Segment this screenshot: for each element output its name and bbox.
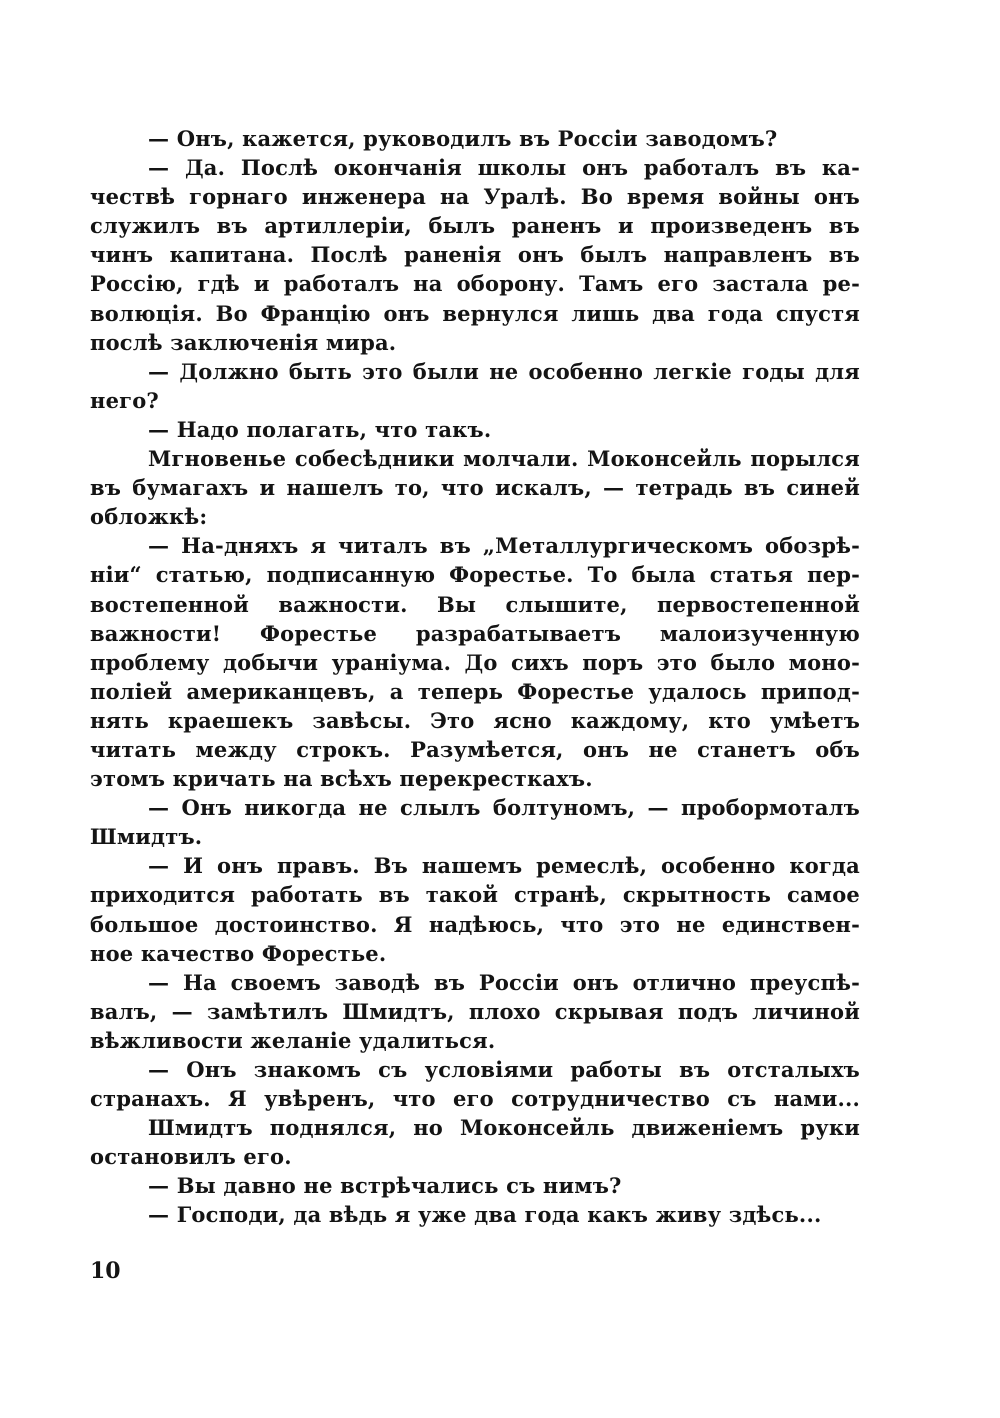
page-number: 10: [90, 1258, 121, 1284]
text-line: приходится работать въ такой странѣ, скрытность самое: [90, 882, 860, 908]
text-line: чествѣ горнаго инженера на Уралѣ. Во время войны онъ: [90, 184, 860, 210]
text-line: поліей американцевъ, а теперь Форестье удалось припод-: [90, 678, 860, 704]
text-line: — Онъ, кажется, руководилъ въ Россіи заводомъ?: [148, 126, 778, 151]
text-line: — Господи, да вѣдь я уже два года какъ живу здѣсь...: [148, 1202, 822, 1228]
text-line: Мгновенье собесѣдники молчали. Моконсейль порылся: [148, 446, 860, 472]
text-line: чинъ капитана. Послѣ раненія онъ былъ направленъ въ: [90, 242, 860, 268]
text-line: — Онъ знакомъ съ условіями работы въ отсталыхъ: [148, 1057, 860, 1082]
text-line: въ бумагахъ и нашелъ то, что искалъ, — тетрадь въ синей: [90, 475, 860, 501]
text-line: — Должно быть это были не особенно легкіе годы для: [148, 358, 860, 384]
text-line: Шмидтъ.: [90, 824, 203, 850]
text-line: — И онъ правъ. Въ нашемъ ремеслѣ, особенно когда: [148, 853, 860, 879]
text-line: послѣ заключенія мира.: [90, 329, 397, 355]
text-line: — На-дняхъ я читалъ въ „Металлургическомъ обозрѣ-: [148, 533, 860, 559]
text-line: обложкѣ:: [90, 504, 208, 530]
text-line: волюція. Во Францію онъ вернулся лишь два года спустя: [90, 300, 860, 326]
text-line: большое достоинство. Я надѣюсь, что это не единствен-: [90, 911, 860, 937]
text-line: — Да. Послѣ окончанія школы онъ работалъ въ ка-: [148, 155, 860, 181]
text-line: него?: [90, 387, 159, 413]
text-line: востепенной важности. Вы слышите, первостепенной: [90, 591, 860, 617]
text-line: нять краешекъ завѣсы. Это ясно каждому, кто умѣетъ: [90, 707, 860, 733]
text-line: ніи“ статью, подписанную Форестье. То была статья пер-: [90, 562, 860, 588]
text-line: — На своемъ заводѣ въ Россіи онъ отлично преуспѣ-: [148, 969, 860, 995]
text-line: служилъ въ артиллеріи, былъ раненъ и произведенъ въ: [90, 213, 860, 239]
text-line: вѣжливости желаніе удалиться.: [90, 1027, 496, 1053]
text-line: странахъ. Я увѣренъ, что его сотрудничество съ нами...: [90, 1086, 860, 1112]
text-line: Россію, гдѣ и работалъ на оборону. Тамъ его застала ре-: [90, 271, 860, 297]
text-line: — Онъ никогда не слылъ болтуномъ, — пробормоталъ: [148, 795, 860, 821]
text-line: — Вы давно не встрѣчались съ нимъ?: [148, 1173, 622, 1199]
text-line: валъ, — замѣтилъ Шмидтъ, плохо скрывая подъ личиной: [90, 998, 860, 1024]
text-line: проблему добычи ураніума. До сихъ поръ это было моно-: [90, 649, 860, 675]
text-line: — Надо полагать, что такъ.: [148, 416, 492, 442]
text-line: ное качество Форестье.: [90, 940, 387, 966]
text-line: остановилъ его.: [90, 1144, 292, 1170]
text-line: важности! Форестье разрабатываетъ малоизученную: [90, 620, 860, 646]
text-line: Шмидтъ поднялся, но Моконсейль движеніемъ руки: [148, 1115, 860, 1141]
page-text: [90, 124, 860, 1230]
text-line: читать между строкъ. Разумѣется, онъ не станетъ объ: [90, 736, 860, 762]
text-line: этомъ кричать на всѣхъ перекресткахъ.: [90, 766, 593, 792]
